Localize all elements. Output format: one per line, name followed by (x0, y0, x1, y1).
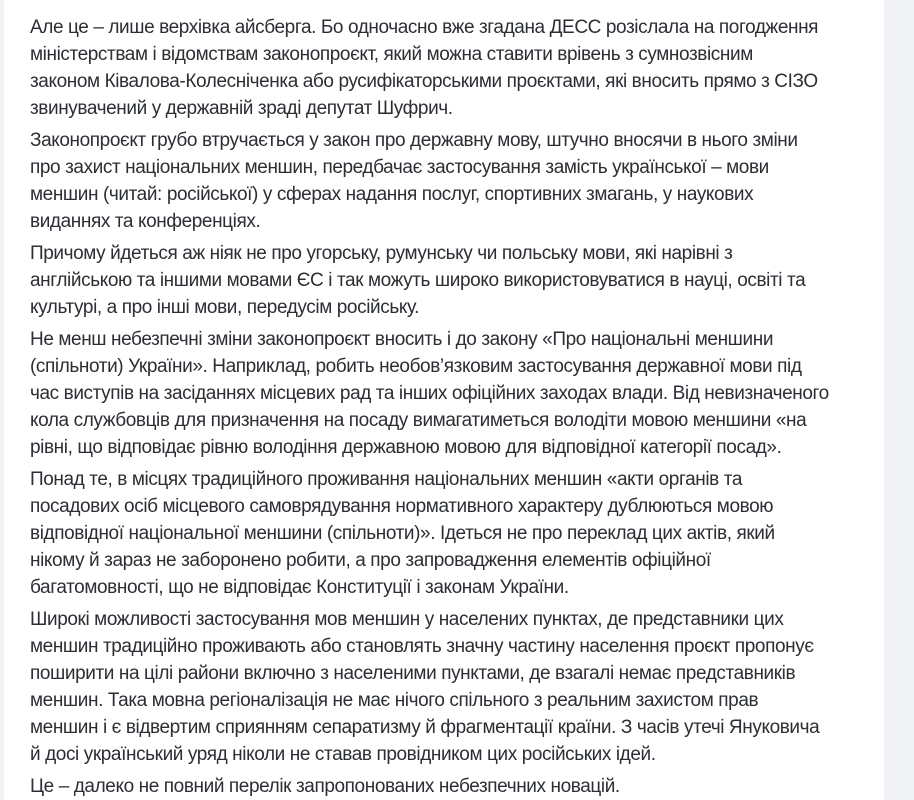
text-line: поширити на цілі райони включно з населеними пунктами, де взагалі немає представників (30, 663, 796, 684)
text-line: звинувачений у державній зраді депутат Шуфрич. (30, 98, 453, 119)
paragraph (30, 466, 858, 601)
text-line: Але це – лише верхівка айсберга. Бо одночасно вже згадана ДЕСС розіслала на погодження (30, 17, 819, 38)
text-line: Не менш небезпечні зміни законопроєкт вносить і до закону «Про національні меншини (30, 329, 774, 350)
text-line: (спільноти) України». Наприклад, робить необов’язковим застосування державної мови під (30, 356, 802, 377)
text-line: меншин традиційно проживають або становлять значну частину населення проєкт пропонує (30, 636, 814, 657)
paragraph (30, 326, 858, 461)
text-line: багатомовності, що не відповідає Конституції і законам України. (30, 577, 569, 598)
text-line: законом Ківалова-Колесніченка або русифікаторськими проєктами, які вносить прямо з СІЗО (30, 71, 818, 92)
text-line: кола службовців для призначення на посаду вимагатиметься володіти мовою меншини «на (30, 410, 807, 431)
text-line: про захист національних меншин, передбачає застосування замість української – мови (30, 157, 769, 178)
text-line: культурі, а про інші мови, передусім російську. (30, 297, 420, 318)
paragraph (30, 240, 858, 321)
text-line: час виступів на засіданнях місцевих рад та інших офіційних заходах влади. Від невизначеного (30, 383, 829, 404)
text-line: меншин і є відвертим сприянням сепаратизму й фрагментації країни. З часів утечі Януковича (30, 717, 820, 738)
text-line: відповідної національної меншини (спільноти)». Ідеться не про переклад цих актів, який (30, 523, 775, 544)
text-line: меншин. Така мовна регіоналізація не має нічого спільного з реальним захистом прав (30, 690, 759, 711)
paragraph (30, 127, 858, 235)
paragraph (30, 14, 858, 122)
text-line: англійською та іншими мовами ЄС і так можуть широко використовуватися в науці, освіті та (30, 270, 806, 291)
text-line: Це – далеко не повний перелік запропонованих небезпечних новацій. (30, 776, 620, 797)
text-line: Причому йдеться аж ніяк не про угорську, румунську чи польську мови, які нарівні з (30, 243, 733, 264)
post-text (30, 14, 858, 800)
text-line: меншин (читай: російської) у сферах надання послуг, спортивних змагань, у наукових (30, 184, 754, 205)
text-line: Широкі можливості застосування мов меншин у населених пунктах, де представники цих (30, 609, 784, 630)
text-line: й досі український уряд ніколи не ставав провідником цих російських ідей. (30, 744, 656, 765)
text-line: Понад те, в місцях традиційного проживання національних меншин «акти органів та (30, 469, 742, 490)
paragraph (30, 606, 858, 768)
text-line: рівні, що відповідає рівню володіння державною мовою для відповідної категорії посад». (30, 437, 782, 458)
text-line: виданнях та конференціях. (30, 211, 261, 232)
text-line: міністерствам і відомствам законопроєкт, який можна ставити врівень з сумнозвісним (30, 44, 753, 65)
text-line: посадових осіб місцевого самоврядування нормативного характеру дублюються мовою (30, 496, 774, 517)
paragraph (30, 773, 858, 800)
post-content (4, 0, 884, 800)
text-line: нікому й зараз не заборонено робити, а про запровадження елементів офіційної (30, 550, 711, 571)
text-line: Законопроєкт грубо втручається у закон про державну мову, штучно вносячи в нього зміни (30, 130, 798, 151)
